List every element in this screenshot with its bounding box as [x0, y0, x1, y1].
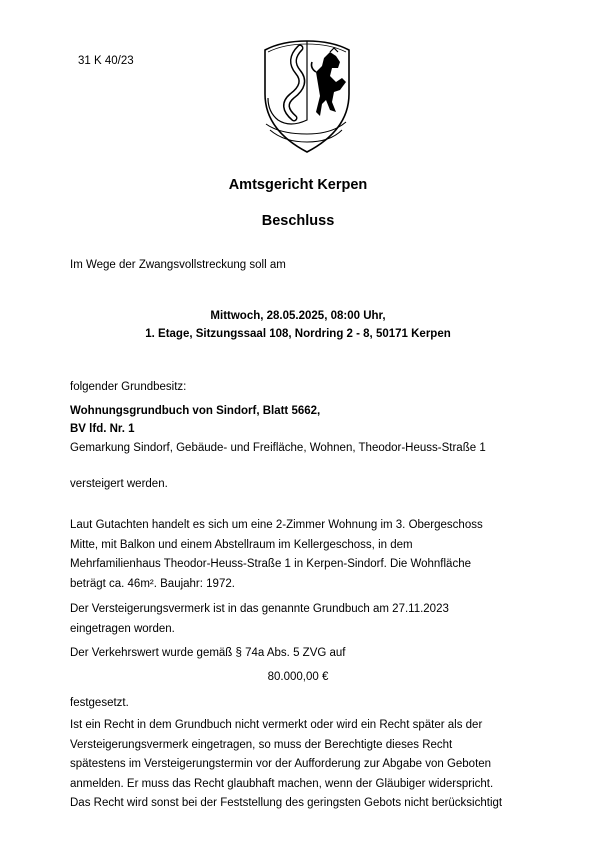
market-value: 80.000,00 €: [267, 671, 329, 683]
property-register: Wohnungsgrundbuch von Sindorf, Blatt 5662,: [70, 405, 321, 417]
value-outro: festgesetzt.: [70, 697, 129, 709]
registration-paragraph: [70, 600, 449, 639]
rights-line: spätestens im Versteigerungstermin vor der Aufforderung zur Abgabe von Geboten: [70, 758, 492, 770]
rights-line: Ist ein Recht in dem Grundbuch nicht vermerkt oder wird ein Recht später als der: [70, 719, 483, 731]
registration-line: Der Versteigerungsvermerk ist in das genannte Grundbuch am 27.11.2023: [70, 603, 449, 615]
appraisal-line: Laut Gutachten handelt es sich um eine 2-Zimmer Wohnung im 3. Obergeschoss: [70, 519, 483, 531]
auction-date-time: Mittwoch, 28.05.2025, 08:00 Uhr,: [210, 310, 386, 322]
rights-line: Das Recht wird sonst bei der Feststellung des geringsten Gebots nicht berücksichtigt: [70, 797, 503, 809]
document-title: Beschluss: [261, 213, 335, 229]
appraisal-line: Mehrfamilienhaus Theodor-Heuss-Straße 1 in Kerpen-Sindorf. Die Wohnfläche: [70, 558, 471, 570]
court-name: Amtsgericht Kerpen: [228, 177, 368, 193]
rights-line: Versteigerungsvermerk eingetragen, so muss der Berechtigte dieses Recht: [70, 738, 453, 751]
case-number: 31 K 40/23: [78, 55, 134, 67]
intro-text: Im Wege der Zwangsvollstreckung soll am: [70, 259, 286, 271]
appraisal-line: beträgt ca. 46m². Baujahr: 1972.: [70, 577, 235, 590]
value-intro: Der Verkehrswert wurde gemäß § 74a Abs. 5 ZVG auf: [70, 647, 346, 659]
appraisal-paragraph: [70, 516, 483, 594]
nrw-coat-of-arms-icon: [260, 38, 354, 156]
rights-paragraph: [70, 716, 502, 814]
auction-location: 1. Etage, Sitzungssaal 108, Nordring 2 - 8, 50171 Kerpen: [145, 328, 451, 340]
auction-phrase: versteigert werden.: [70, 478, 168, 490]
property-intro: folgender Grundbesitz:: [70, 381, 187, 393]
property-item: BV lfd. Nr. 1: [70, 423, 135, 435]
rights-line: anmelden. Er muss das Recht glaubhaft machen, wenn der Gläubiger widerspricht.: [70, 777, 494, 790]
appraisal-line: Mitte, mit Balkon und einem Abstellraum im Kellergeschoss, in dem: [70, 538, 413, 551]
property-description: Gemarkung Sindorf, Gebäude- und Freifläche, Wohnen, Theodor-Heuss-Straße 1: [70, 442, 486, 454]
registration-line: eingetragen worden.: [70, 622, 175, 635]
